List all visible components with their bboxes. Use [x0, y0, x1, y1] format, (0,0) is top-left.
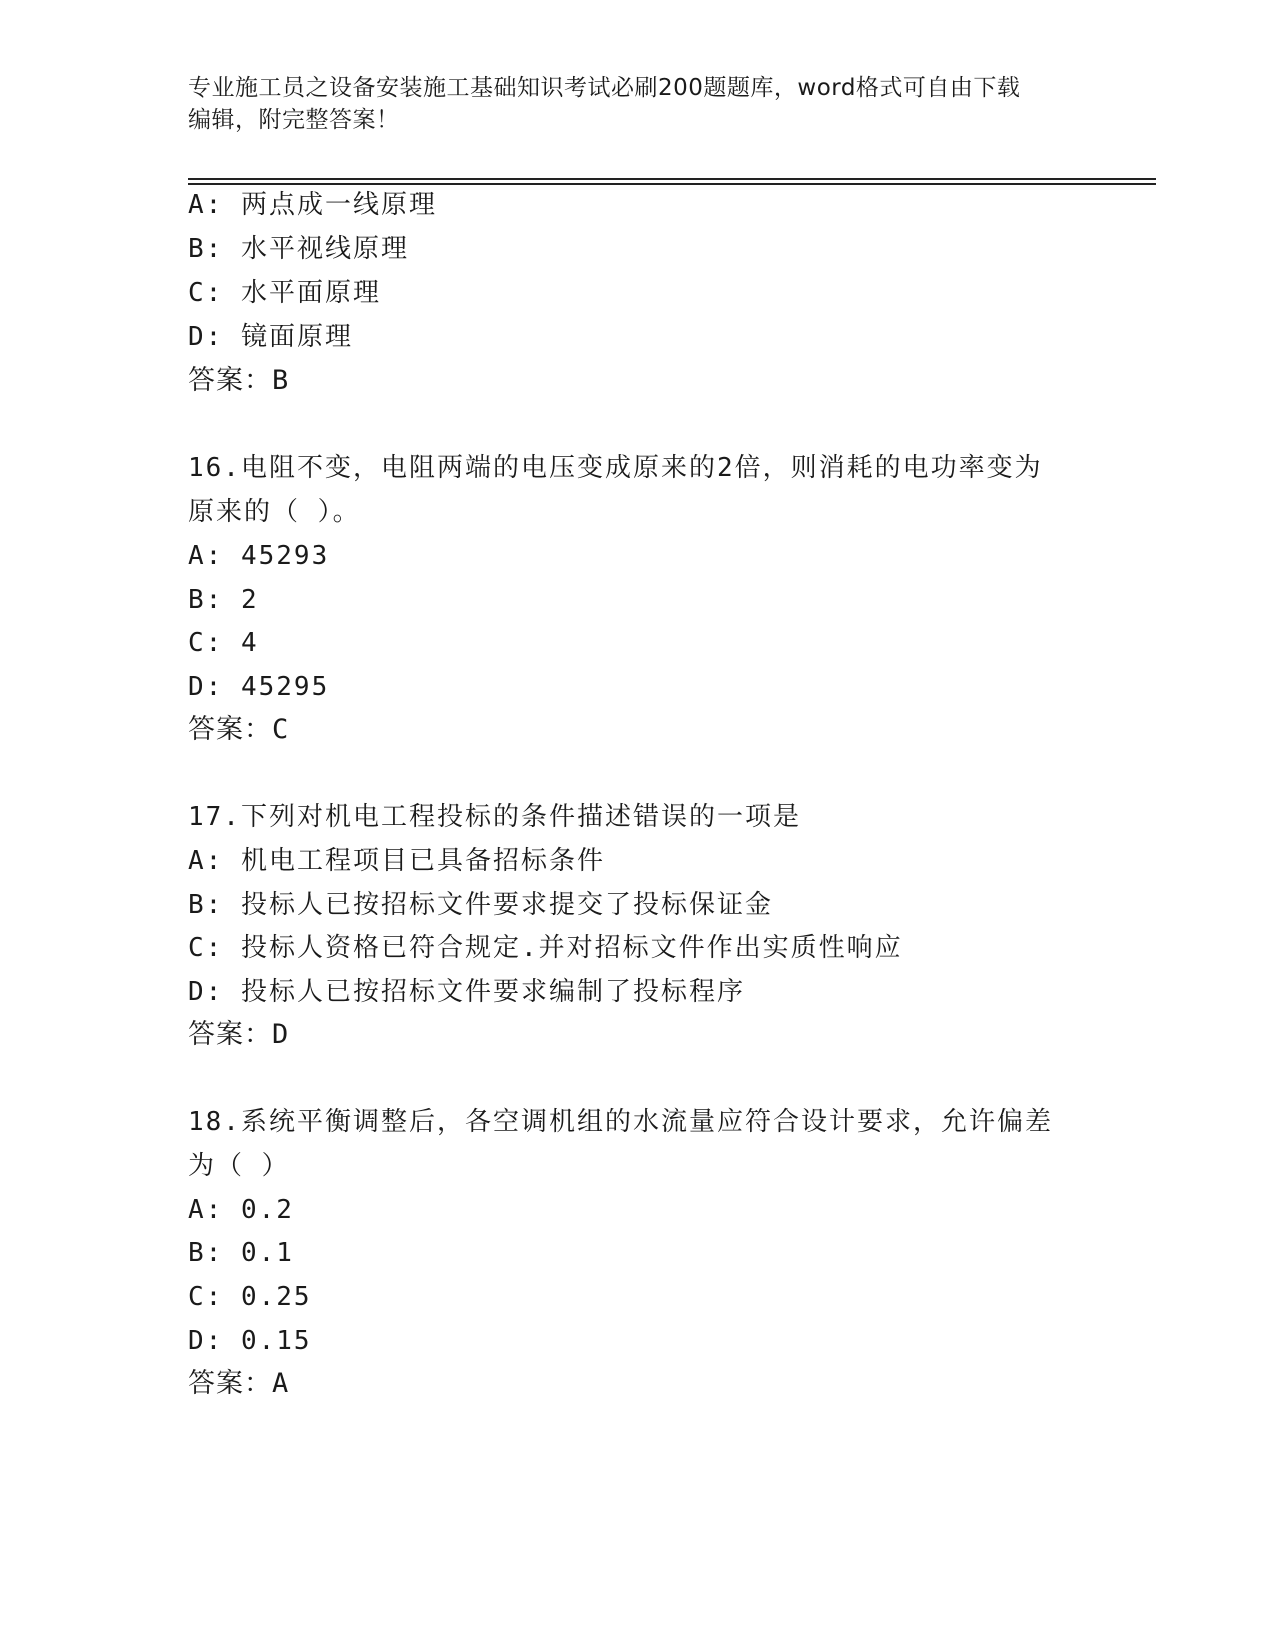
q18-answer [188, 1369, 289, 1399]
q18-option-a: A: 0.2 [188, 1195, 294, 1225]
q16-stem-line2: 原来的（ ）。 [188, 497, 361, 527]
q16-option-a: A: 45293 [188, 541, 330, 571]
q17-answer [188, 1020, 289, 1050]
q15-option-a: A: 两点成一线原理 [188, 190, 437, 220]
answer-label: 答案： [188, 714, 272, 745]
answer-value: D [272, 1019, 290, 1050]
q15-option-b: B: 水平视线原理 [188, 234, 409, 264]
q16-stem-line1: 16.电阻不变，电阻两端的电压变成原来的2倍，则消耗的电功率变为 [188, 453, 1043, 483]
document-header [188, 72, 1088, 136]
q16-option-d: D: 45295 [188, 672, 330, 702]
q17-stem-line1: 17.下列对机电工程投标的条件描述错误的一项是 [188, 802, 801, 832]
q18-option-b: B: 0.1 [188, 1238, 294, 1268]
answer-label: 答案： [188, 365, 272, 396]
answer-value: A [272, 1368, 290, 1399]
q18-stem-line2: 为（ ） [188, 1151, 290, 1181]
q15-option-c: C: 水平面原理 [188, 278, 381, 308]
q17-option-d: D: 投标人已按招标文件要求编制了投标程序 [188, 977, 745, 1007]
q17-option-b: B: 投标人已按招标文件要求提交了投标保证金 [188, 890, 773, 920]
q18-option-d: D: 0.15 [188, 1326, 312, 1356]
q18-option-c: C: 0.25 [188, 1282, 312, 1312]
q16-answer [188, 715, 289, 745]
answer-label: 答案： [188, 1019, 272, 1050]
q15-answer [188, 366, 289, 396]
q17-option-a: A: 机电工程项目已具备招标条件 [188, 846, 605, 876]
q16-option-b: B: 2 [188, 585, 259, 615]
q17-option-c: C: 投标人资格已符合规定.并对招标文件作出实质性响应 [188, 933, 903, 963]
header-divider-bottom [188, 183, 1156, 185]
q15-option-d: D: 镜面原理 [188, 322, 353, 352]
answer-label: 答案： [188, 1368, 272, 1399]
answer-value: B [272, 365, 290, 396]
answer-value: C [272, 714, 290, 745]
q18-stem-line1: 18.系统平衡调整后，各空调机组的水流量应符合设计要求，允许偏差 [188, 1107, 1053, 1137]
q16-option-c: C: 4 [188, 628, 259, 658]
header-title-line2: 编辑，附完整答案！ [188, 107, 400, 133]
header-divider-top [188, 178, 1156, 180]
header-title-line1: 专业施工员之设备安装施工基础知识考试必刷200题题库，word格式可自由下载 [188, 75, 1021, 101]
